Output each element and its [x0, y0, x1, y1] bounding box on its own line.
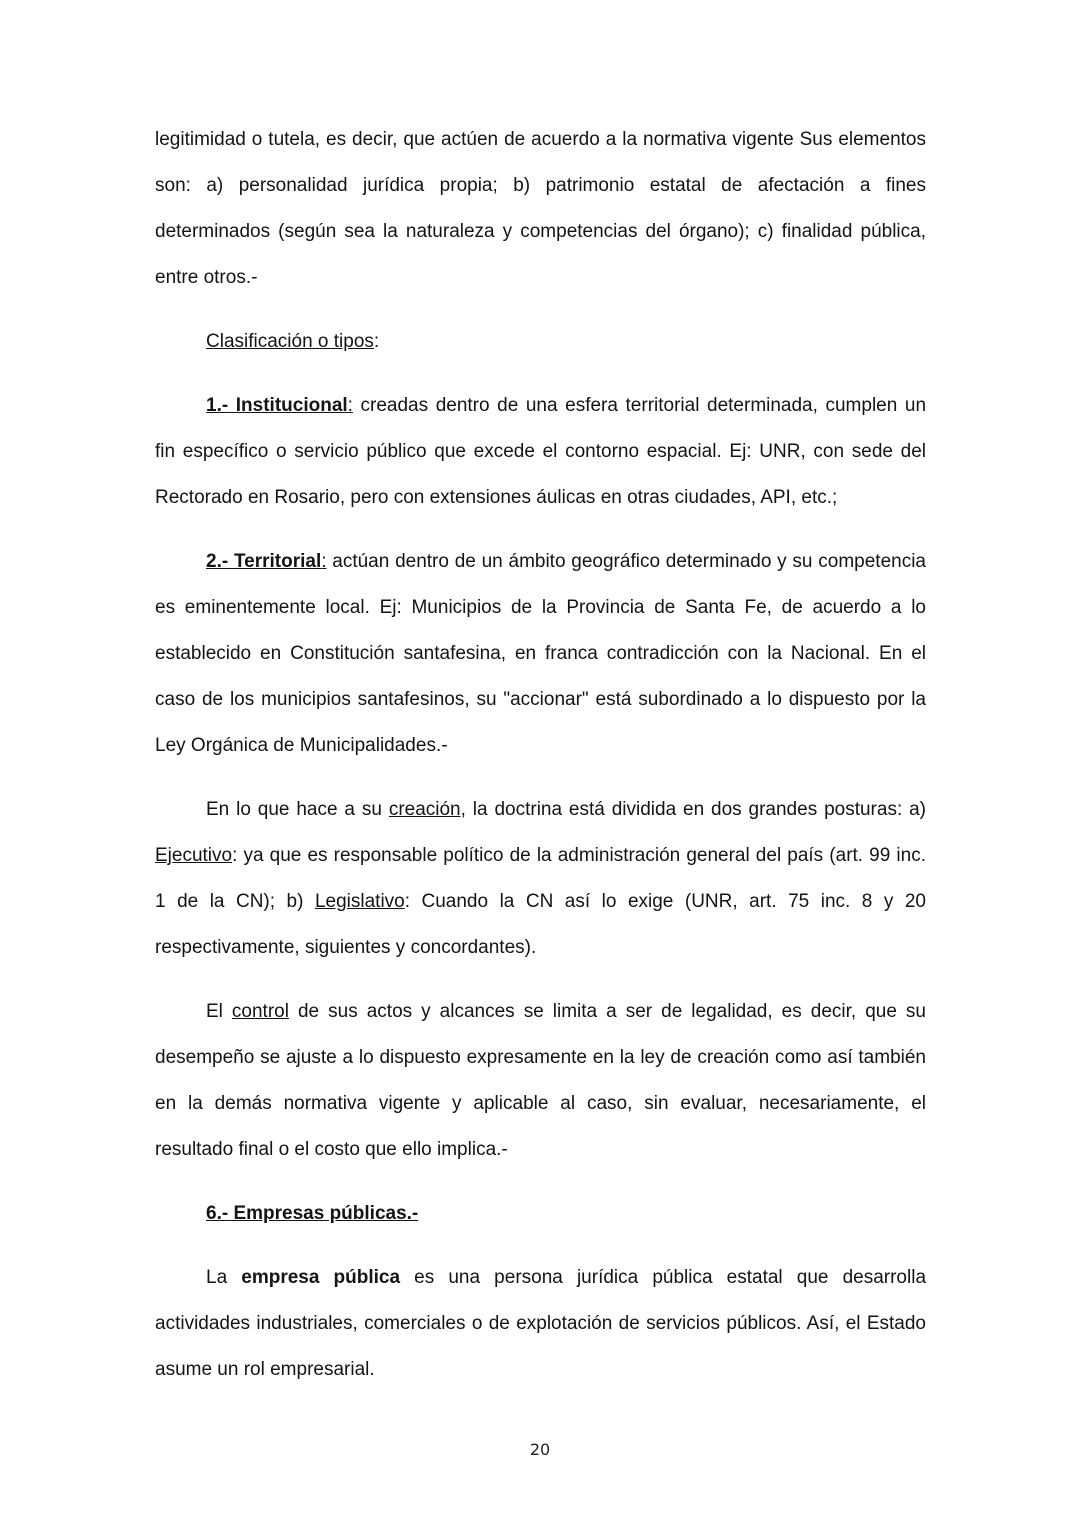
page-number: 20: [529, 1440, 551, 1459]
empresa-text-2: es una persona jurídica pública estatal que desarrolla actividades industriales, comerciales o de explotación de servicios públicos. Así, el Estado asume un rol empresarial.: [155, 1267, 927, 1380]
document-page: [155, 117, 926, 1393]
paragraph-legitimidad: legitimidad o tutela, es decir, que actúen de acuerdo a la normativa vigente Sus elementos son: a) personalidad jurídica propia; b) patrimonio estatal de afectación a fines determinados (según sea la naturaleza y competencias del órgano); c) finalidad pública, entre otros.-: [155, 129, 926, 288]
item-territorial-text: actúan dentro de un ámbito geográfico determinado y su competencia es eminentemente local. Ej: Municipios de la Provincia de Santa Fe, de acuerdo a lo establecido en Constitución santafesina, en franca contradicción con la Nacional. En el caso de los municipios santafesinos, su "accionar" está subordinado a lo dispuesto por la Ley Orgánica de Municipalidades.-: [155, 551, 926, 756]
control-text-1: El: [206, 1001, 232, 1022]
item-territorial-number: 2.-: [206, 551, 234, 572]
classification-heading: [155, 319, 926, 365]
item-institucional: [155, 383, 926, 521]
classification-heading-label: Clasificación o tipos: [206, 331, 374, 352]
item-territorial-label: Territorial: [233, 551, 322, 572]
paragraph-control: [155, 989, 926, 1173]
control-term: control: [231, 1001, 289, 1022]
paragraph-creacion: [155, 787, 926, 971]
section-6-heading: 6.- Empresas públicas.-: [206, 1203, 419, 1224]
creacion-text-1: En lo que hace a su: [206, 799, 389, 820]
item-institucional-number: 1.-: [206, 395, 236, 416]
item-institucional-colon: :: [347, 395, 353, 416]
creacion-text-2: , la doctrina está dividida en dos grandes posturas: a): [460, 799, 926, 820]
item-institucional-label: Institucional: [235, 395, 348, 416]
item-territorial-colon: :: [321, 551, 327, 572]
ejecutivo-term: Ejecutivo: [155, 845, 233, 866]
creacion-text-3: : ya que es responsable político de la administración general del país (art. 99 inc. 1 de la CN); b): [155, 845, 926, 912]
creacion-text-4: : Cuando la CN así lo exige (UNR, art. 75 inc. 8 y 20 respectivamente, siguientes y concordantes).: [155, 891, 927, 958]
item-institucional-text: creadas dentro de una esfera territorial determinada, cumplen un fin específico o servicio público que excede el contorno espacial. Ej: UNR, con sede del Rectorado en Rosario, pero con extensiones áulicas en otras ciudades, API, etc.;: [155, 395, 927, 508]
paragraph-empresa-publica: [155, 1255, 926, 1393]
empresa-term: empresa pública: [241, 1267, 401, 1288]
empresa-text-1: La: [206, 1267, 242, 1288]
creacion-term: creación: [388, 799, 461, 820]
classification-heading-colon: :: [373, 331, 380, 352]
control-text-2: de sus actos y alcances se limita a ser de legalidad, es decir, que su desempeño se ajuste a lo dispuesto expresamente en la ley de creación como así también en la demás normativa vigente y aplicable al caso, sin evaluar, necesariamente, el resultado final o el costo que ello implica.-: [155, 1001, 926, 1160]
legislativo-term: Legislativo: [314, 891, 405, 912]
item-territorial: [155, 539, 926, 769]
